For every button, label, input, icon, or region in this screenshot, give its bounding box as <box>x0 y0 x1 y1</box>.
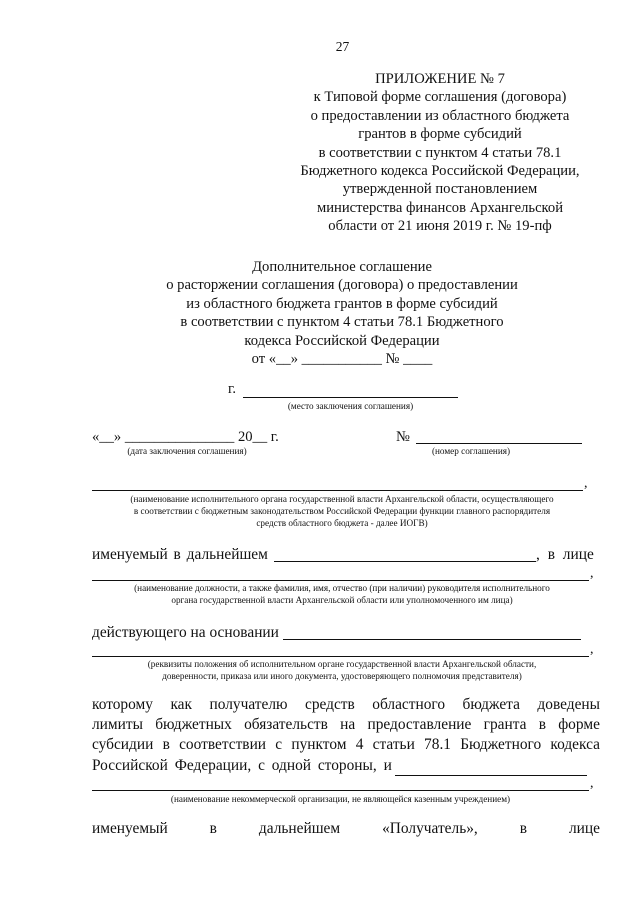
organization-caption: (наименование некоммерческой организации, не являющейся казенным учреждением) <box>170 794 511 804</box>
caption-line: (реквизиты положения об исполнительном органе государственной власти Архангельской области, <box>147 659 537 669</box>
basis-label: действующего на основании <box>92 624 279 641</box>
place-prefix: г. <box>228 381 236 397</box>
named-as-field[interactable] <box>274 561 536 562</box>
basis-field-2[interactable] <box>92 656 589 657</box>
appendix-line: ПРИЛОЖЕНИЕ № 7 <box>375 71 505 87</box>
title-line: Дополнительное соглашение <box>252 259 432 275</box>
caption-line: в соответствии с бюджетным законодательством Российской Федерации функции главного распорядителя <box>133 506 551 516</box>
agreement-number-field[interactable] <box>416 443 582 444</box>
head-comma: , <box>590 566 594 581</box>
basis-comma: , <box>590 642 594 657</box>
appendix-line: области от 21 июня 2019 г. № 19-пф <box>328 218 552 235</box>
caption-line: (наименование исполнительного органа государственной власти Архангельской области, осуществляющего <box>130 494 554 504</box>
recipient-named-line <box>92 819 600 839</box>
head-position-field[interactable] <box>92 580 589 581</box>
caption-line: органа государственной власти Архангельской области или уполномоченного им лица) <box>171 595 513 605</box>
place-field[interactable] <box>243 397 458 398</box>
basis-field[interactable] <box>283 639 581 640</box>
word: лице <box>568 820 600 837</box>
organization-field[interactable] <box>395 775 587 776</box>
title-date-line: от «__» ___________ № ____ <box>251 351 433 368</box>
page-number: 27 <box>335 39 350 54</box>
number-prefix: № <box>396 429 410 445</box>
title-line: из областного бюджета грантов в форме субсидий <box>186 295 498 312</box>
head-caption <box>80 582 604 606</box>
organization-field-2[interactable] <box>92 790 589 791</box>
place-caption: (место заключения соглашения) <box>287 401 414 411</box>
title-line: кодекса Российской Федерации <box>244 332 440 349</box>
appendix-line: в соответствии с пунктом 4 статьи 78.1 <box>318 144 562 161</box>
caption-line: доверенности, приказа или иного документа, удостоверяющего полномочия представителя) <box>162 671 522 681</box>
appendix-line: к Типовой форме соглашения (договора) <box>313 89 567 106</box>
recipient-paragraph <box>92 695 600 776</box>
title-line: в соответствии с пунктом 4 статьи 78.1 Бюджетного <box>180 314 504 331</box>
appendix-line: утвержденной постановлением <box>342 181 538 198</box>
agreement-date: «__» _______________ 20__ г. <box>92 429 279 445</box>
iogv-caption <box>80 493 604 529</box>
named-as-label: именуемый в дальнейшем <box>92 546 268 563</box>
date-caption: (дата заключения соглашения) <box>127 446 247 456</box>
paragraph-line: субсидии в соответствии с пунктом 4 статьи 78.1 Бюджетного кодекса <box>92 736 600 754</box>
number-caption: (номер соглашения) <box>431 446 511 456</box>
appendix-line: грантов в форме субсидий <box>358 126 522 143</box>
title-line: о расторжении соглашения (договора) о предоставлении <box>166 277 518 294</box>
caption-line: (наименование должности, а также фамилия, имя, отчество (при наличии) руководителя исполнительного <box>134 583 550 593</box>
organization-comma: , <box>590 776 594 791</box>
iogv-comma: , <box>584 476 588 491</box>
word: в <box>519 820 528 837</box>
caption-line: средств областного бюджета - далее ИОГВ) <box>256 518 428 528</box>
appendix-header <box>270 70 610 236</box>
paragraph-line: лимиты бюджетных обязательств на предоставление гранта в форме <box>92 716 600 734</box>
word: дальнейшем <box>258 820 341 837</box>
word: «Получатель», <box>382 820 478 837</box>
appendix-line: министерства финансов Архангельской <box>316 199 564 216</box>
paragraph-line: Российской Федерации, с одной стороны, и <box>92 756 392 774</box>
appendix-line: Бюджетного кодекса Российской Федерации, <box>300 163 580 180</box>
appendix-line: о предоставлении из областного бюджета <box>310 107 570 124</box>
document-title <box>92 258 592 368</box>
in-person-label: , в лице <box>536 546 594 563</box>
iogv-field[interactable] <box>92 490 583 491</box>
paragraph-line: которому как получателю средств областного бюджета доведены <box>92 696 600 713</box>
word: в <box>209 820 217 837</box>
basis-caption <box>80 658 604 682</box>
word: именуемый <box>92 820 168 837</box>
